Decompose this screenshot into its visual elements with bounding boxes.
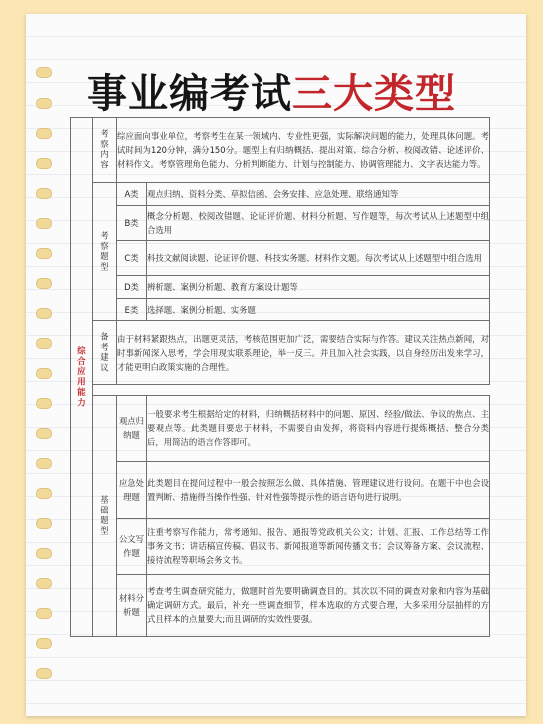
exam-content-text: 综应面向事业单位，考察考生在某一领域内、专业性更强，实际解决问题的能力，处理具体问题。考试时间为120分钟，满分150分。题型上有归纳概括、提出对策、综合分析、校阅改错、论述评价、材料作文。考察管理角色能力、分析判断能力、计划与控制能力、协调管理能力、文字表达能力等。 <box>117 118 490 183</box>
type-text: 科技文献阅读题、论证评价题、科技实务题、材料作文题。每次考试从上述题型中组合选用 <box>147 241 490 276</box>
binder-ring <box>36 338 52 349</box>
table-row <box>71 241 490 276</box>
binder-ring <box>36 248 52 259</box>
question-types-label: 考察题型 <box>93 183 117 321</box>
exam-content-label: 考察内容 <box>93 118 117 183</box>
page-title <box>0 62 543 119</box>
type-text: 观点归纳、资料分类、草拟信函、会务安排、应急处理、联络通知等 <box>147 183 490 206</box>
binder-ring <box>36 128 52 139</box>
basic-type-label: 应急处理题 <box>117 461 147 518</box>
basic-type-text: 一般要求考生根据给定的材料，归纳概括材料中的问题、原因、经验/做法、争议的焦点、主要观点等。此类题目要忠于材料，不需要自由发挥，将资料内容进行提炼概括、整合分类后，用简洁的语言作答即可。 <box>147 395 490 461</box>
basic-type-text: 考查考生调查研究能力，做题时首先要明确调查目的。其次以不同的调查对象和内容为基础确定调研方式。最后，补充一些调查细节，样本选取的方式要合理，大多采用分层抽样的方式且样本的点量要大;而且调研的实效性要强。 <box>147 574 490 636</box>
binder-ring <box>36 548 52 559</box>
type-text: 选择题、案例分析题、实务题 <box>147 299 490 321</box>
exam-table <box>70 117 490 637</box>
binder-ring <box>36 578 52 589</box>
binder-ring <box>36 638 52 649</box>
table-row <box>71 118 490 183</box>
table-row <box>71 518 490 574</box>
prep-advice-label: 备考建议 <box>93 321 117 385</box>
binder-ring <box>36 518 52 529</box>
binder-ring <box>36 428 52 439</box>
table-row <box>71 299 490 321</box>
binder-ring <box>36 218 52 229</box>
binder-ring <box>36 308 52 319</box>
prep-advice-text: 由于材料紧跟热点，出题更灵活，考核范围更加广泛，需要结合实际与作答。建议关注热点新闻，对时事新闻深入思考，学会用现实联系理论，举一反三。并且加入社会实践，以自身经历出发来学习，才能更明白政策实施的合理性。 <box>117 321 490 385</box>
binder-ring <box>36 458 52 469</box>
basic-type-label: 观点归纳题 <box>117 395 147 461</box>
table-row <box>71 206 490 241</box>
binder-ring <box>36 668 52 679</box>
type-label: E类 <box>117 299 147 321</box>
basic-type-label: 材料分析题 <box>117 574 147 636</box>
table-row <box>71 461 490 518</box>
binder-ring <box>36 188 52 199</box>
title-black: 事业编考试 <box>87 71 292 117</box>
binder-ring <box>36 488 52 499</box>
table-row <box>71 276 490 299</box>
binder-ring <box>36 398 52 409</box>
type-label: D类 <box>117 276 147 299</box>
binder-ring <box>36 368 52 379</box>
type-label: A类 <box>117 183 147 206</box>
type-label: C类 <box>117 241 147 276</box>
basic-type-text: 此类题目在提问过程中一般会按照怎么做、具体措施、管理建议进行设问。在题干中也会设置判断、措施得当操作性强、针对性强等提示性的语言语句进行说明。 <box>147 461 490 518</box>
table-row <box>71 395 490 461</box>
table-row <box>71 321 490 385</box>
basic-type-text: 注重考察写作能力，常考通知、报告、通报等党政机关公文；计划、汇报、工作总结等工作事务文书；讲话稿宣传稿、倡议书、新闻报道等新闻传播文书；会议筹备方案、会议流程、接待流程等职场会务文书。 <box>147 518 490 574</box>
basic-type-label: 公文写作题 <box>117 518 147 574</box>
basic-types-label: 基础题型 <box>93 395 117 636</box>
table-row <box>71 574 490 636</box>
binder-ring <box>36 158 52 169</box>
binder-ring <box>36 608 52 619</box>
category-cell: 综合应用能力 <box>71 118 93 637</box>
type-text: 概念分析题、校阅改错题、论证评价题、材料分析题、写作题等，每次考试从上述题型中组合选用 <box>147 206 490 241</box>
spacer-cell <box>93 385 490 395</box>
type-label: B类 <box>117 206 147 241</box>
binder-ring <box>36 278 52 289</box>
type-text: 辨析题、案例分析题、教育方案设计题等 <box>147 276 490 299</box>
title-red: 三大类型 <box>292 71 456 117</box>
spacer-row <box>71 385 490 395</box>
table-row <box>71 183 490 206</box>
